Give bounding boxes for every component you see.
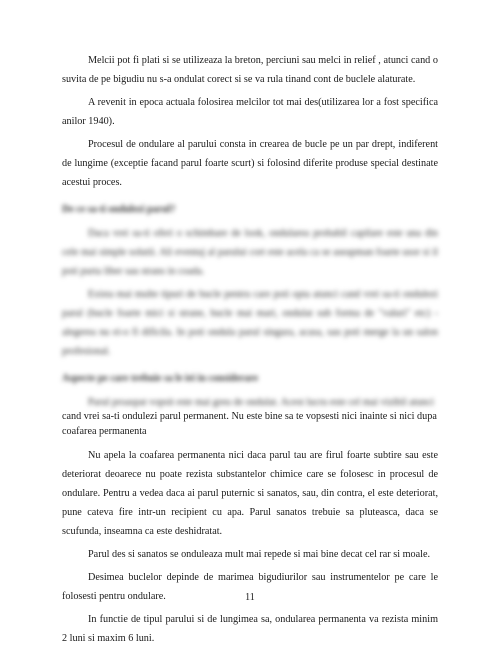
section-heading-2: Aspecte pe care trebuie sa le iei in considerare xyxy=(62,373,259,384)
page-number: 11 xyxy=(245,592,255,603)
paragraph-desimea: Desimea buclelor depinde de marimea bigudiurilor sau instrumentelor pe care le folosesti pentru ondulare. xyxy=(62,572,438,602)
paragraph-parul-des: Parul des si sanatos se onduleaza mult mai repede si mai bine decat cel rar si moale. xyxy=(88,549,431,560)
blurred-section-1 xyxy=(62,202,438,361)
paragraph-in-functie: In functie de tipul parului si de lungimea sa, ondularea permanenta va rezista minim 2 luni si maxim 6 luni. xyxy=(62,614,438,644)
page-content xyxy=(62,51,438,652)
section-heading-1: De ce sa-ti ondulezi parul? xyxy=(62,204,176,215)
blurred-paragraph-3: Parul proaspat vopsit este mai greu de ondulat. Acest lucru este cel mai vizibil atunci xyxy=(88,397,434,408)
paragraph-revenit: A revenit in epoca actuala folosirea melcilor tot mai des(utilizarea lor a fost specifica anilor 1940). xyxy=(62,97,438,127)
blurred-paragraph-2: Exista mai multe tipuri de bucle pentru care poti opta atunci cand vrei sa-ti ondulezi parul (bucle foarte mici si strane, bucle mai mari, ondulat sub forma de "valuri" etc) - alegerea nu ei-o fi dificila. In poti ondula parul singura, acasa, sau poti merge la un salon profesional. xyxy=(62,289,438,357)
partially-cut-line: cand vrei sa-ti ondulezi parul permanent. Nu este bine sa te vopsesti nici inainte si nici dupa xyxy=(62,412,437,422)
paragraph-nu-apela: Nu apela la coafarea permanenta nici daca parul tau are firul foarte subtire sau este deteriorat deoarece nu poate rezista substantelor chimice care se folosesc in procesul de ondulare. Pentru a vedea daca ai parul puternic si sanatos, sau, din contra, el este deteriorat, pune cateva fire intr-un recipient cu apa. Parul sanatos trebuie sa pluteasca, daca se scufunda, inseamna ca este deshidratat. xyxy=(62,450,438,537)
blurred-paragraph-1: Daca vrei sa-ti oferi o schimbare de look, ondularea probabil capilare este una din cele mai simple solutii. Ali eventuj al parului cort este acela ca se aseapman foarte usor si il poti purta liber sau strans in coada. xyxy=(62,228,438,277)
paragraph-melci: Melcii pot fi plati si se utilizeaza la breton, perciuni sau melci in relief , atunci cand o suvita de pe bigudiu nu s-a ondulat corect si se va rula tinand cont de buclele alaturate. xyxy=(62,55,438,85)
paragraph-continuation: coafarea permanenta xyxy=(62,426,147,437)
blurred-section-2 xyxy=(62,371,438,412)
paragraph-procesul: Procesul de ondulare al parului consta in crearea de bucle pe un par drept, indiferent de lungime (exceptie facand parul foarte scurt) si folosind diferite produse special destinate acestui proces. xyxy=(62,139,438,188)
